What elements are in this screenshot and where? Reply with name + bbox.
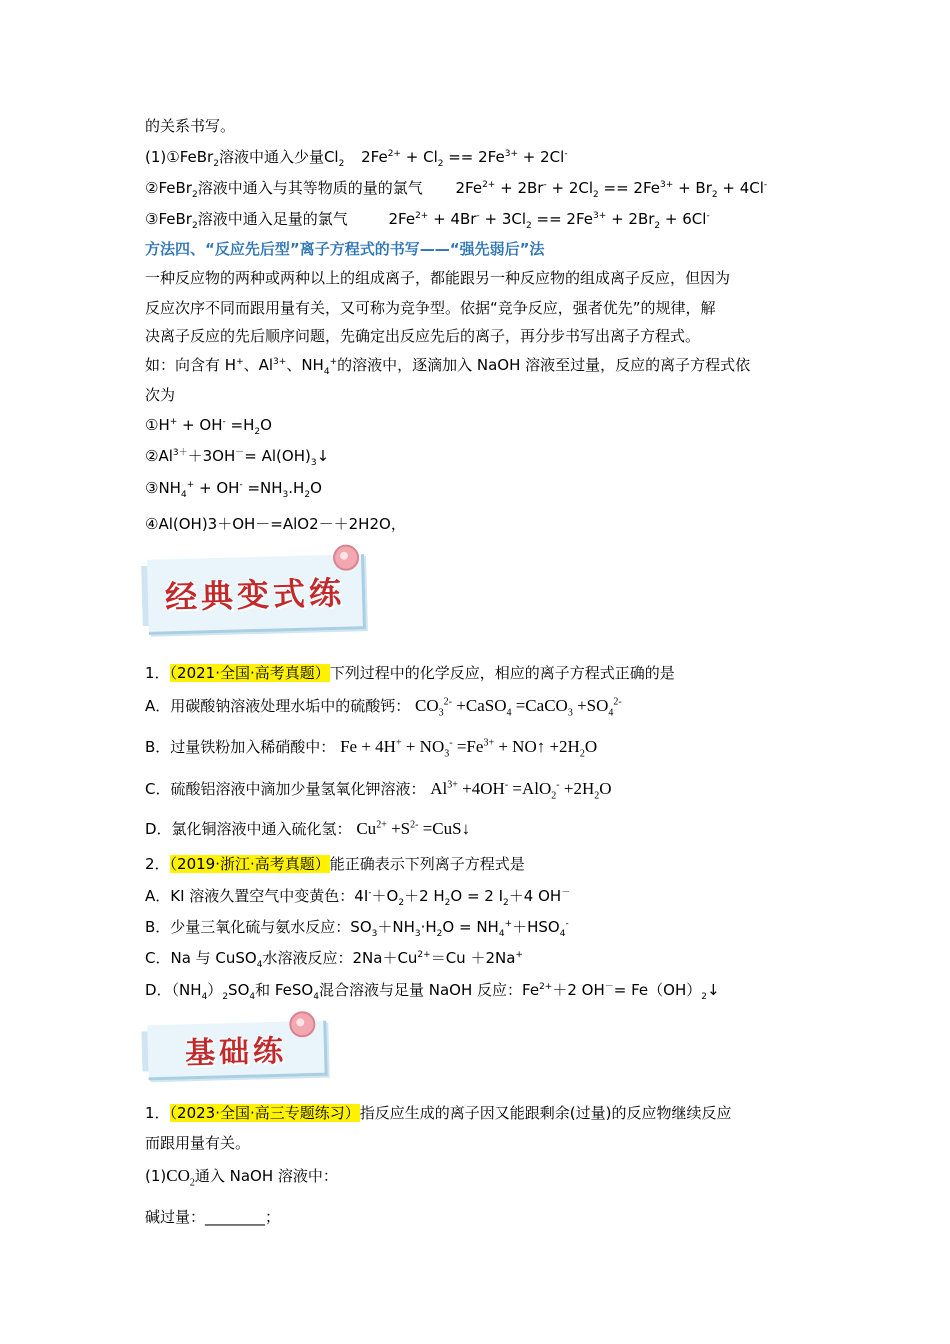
q1-option-a[interactable]: [145, 696, 622, 719]
q1-c-formula: $Al^{3+} +4OH^- =AlO_2^- +2H_2O$: [430, 779, 612, 802]
q2-tag: （2019·浙江·高考真题）: [169, 855, 330, 873]
banner-1-title: 经典变式练: [164, 573, 346, 617]
p4-d: 的溶液中，逐滴加入 NaOH 溶液至过量，反应的离子方程式依: [337, 356, 751, 374]
q2-d-text3: SO: [228, 981, 250, 999]
q1-a-formula: $CO_3^{2-}$ +CaSO$_4$ =CaCO$_3$ $+SO_4^{2-}$: [415, 696, 622, 719]
q2-c-text2: 水溶液反应：: [262, 949, 353, 967]
febr2-l1-sub: 2: [213, 159, 219, 169]
febr2-l3-sub: 2: [191, 221, 198, 231]
banner-classic-practice: [148, 557, 365, 632]
febr2-l3-label: ③FeBr: [145, 210, 192, 228]
febr2-l2-sub: 2: [191, 190, 198, 200]
method4-p2: 反应次序不同而跟用量有关，又可称为竞争型。依据“竞争反应，强者优先”的规律，解: [145, 299, 716, 317]
q3-num: 1．: [145, 1104, 170, 1122]
febr2-l3-text: 溶液中通入足量的氯气: [197, 210, 348, 228]
q3-blank-line[interactable]: 碱过量：________；: [145, 1208, 281, 1226]
q2-d-text2: ）: [207, 981, 223, 999]
method4-heading: 方法四、“反应先后型”离子方程式的书写——“强先弱后”法: [145, 240, 545, 258]
febr2-eq-2: $2Fe^{2+} + 2Br^- + 2Cl_2 == 2Fe^{3+} + Br_2 + 4Cl^-$: [455, 179, 768, 200]
q2-d-text4: 和 FeSO: [255, 981, 314, 999]
q1-b-formula: $Fe + 4H^+ + NO_3^- =Fe^{3+}$ + NO↑ $+2H_2O$: [340, 737, 598, 760]
step-3: $③NH_4^+ + OH^- =NH_3.H_2O$: [145, 479, 322, 500]
q1-option-d[interactable]: [145, 819, 470, 839]
q1-a-text: A．用碳酸钠溶液处理水垢中的硫酸钙：: [145, 697, 411, 715]
q1-b-text: B．过量铁粉加入稀硝酸中：: [145, 738, 336, 756]
febr2-eq-1: $2Fe^{2+} + Cl_2 == 2Fe^{3+} + 2Cl^-$: [361, 148, 568, 169]
q1-c-text: C．硫酸铝溶液中滴加少量氢氧化钾溶液：: [145, 780, 426, 798]
febr2-l1-label: (1)①FeBr: [145, 148, 214, 166]
febr2-line-2: [145, 178, 767, 198]
febr2-l1-sub2: 2: [338, 159, 345, 169]
q2-text: 能正确表示下列离子方程式是: [329, 855, 525, 873]
febr2-l1-text: 溶液中通入少量Cl: [218, 148, 339, 166]
q2-b-text: B．少量三氧化硫与氨水反应：: [145, 918, 351, 936]
q2-option-c[interactable]: C．Na 与 CuSO$_4$水溶液反应：$2Na+Cu^{2+}=Cu +2Na^+$: [145, 949, 523, 970]
intro-tail: 的关系书写。: [145, 117, 236, 135]
q3-text: 指反应生成的离子因又能跟剩余(过量)的反应物继续反应: [359, 1104, 732, 1122]
q1-d-text: D．氯化铜溶液中通入硫化氢：: [145, 820, 352, 838]
febr2-line-3: [145, 209, 710, 229]
method4-p1: 一种反应物的两种或两种以上的组成离子，都能跟另一种反应物的组成离子反应，但因为: [145, 269, 731, 287]
banner-basic-practice: [148, 1023, 327, 1078]
q3-tag: （2023·全国·高三专题练习）: [169, 1104, 360, 1122]
q3-part-1: [145, 1166, 338, 1189]
q3-p1-text: 通入 NaOH 溶液中：: [194, 1167, 338, 1185]
q2-option-a[interactable]: A．KI 溶液久置空气中变黄色：$4I^-+O_2+2$ $H_2O = 2$ $I_2+4$ OH－: [145, 887, 571, 908]
q3-stem: [145, 1103, 731, 1123]
q2-num: 2．: [145, 855, 170, 873]
febr2-l2-label: ②FeBr: [145, 179, 192, 197]
q3-stem-2: 而跟用量有关。: [145, 1134, 251, 1152]
p4-a: 如：向含有 H: [145, 356, 237, 374]
febr2-eq-3: $2Fe^{2+} + 4Br^- + 3Cl_2 == 2Fe^{3+} + 2Br_2 + 6Cl^-$: [388, 210, 710, 231]
method4-p5: 次为: [145, 386, 176, 404]
q2-a-text: A．KI 溶液久置空气中变黄色：: [145, 887, 355, 905]
febr2-line-1: [145, 147, 568, 167]
febr2-l2-text: 溶液中通入与其等物质的量的氯气: [197, 179, 423, 197]
banner-2-title: 基础练: [184, 1033, 288, 1072]
q2-d-text5: 混合溶液与足量 NaOH 反应：: [318, 981, 523, 999]
q1-option-b[interactable]: [145, 737, 598, 760]
q2-option-d[interactable]: D．$(NH_4)_2SO_4$和 FeSO$_4$混合溶液与足量 NaOH 反应：$Fe^{2+}+2$ $OH^-= Fe(OH)_2↓$: [145, 981, 720, 1002]
step-3-label: ③NH: [145, 479, 181, 497]
q3-p1-label: (1): [145, 1167, 167, 1185]
method4-p4: 如：向含有 H+、$Al^{3+}$、$NH_4^+$的溶液中，逐滴加入 NaOH 溶液至过量，反应的离子方程式依: [145, 356, 751, 377]
step-4: ④Al(OH)3＋OH－=AlO2－＋2H2O，: [145, 515, 406, 533]
step-1-label: ①H: [145, 416, 170, 434]
step-2: $②Al^{3+}+3OH^-=$ $Al(OH)_3↓$: [145, 447, 330, 468]
q2-stem: [145, 854, 525, 874]
q2-d-text: D．（NH: [145, 981, 202, 999]
q1-tag: （2021·全国·高考真题）: [169, 664, 330, 682]
q1-stem: [145, 663, 675, 683]
method4-p3: 决离子反应的先后顺序问题，先确定出反应先后的离子，再分步书写出离子方程式。: [145, 327, 701, 345]
q1-option-c[interactable]: [145, 779, 612, 802]
co2-formula: $CO_2$: [166, 1166, 195, 1189]
q1-num: 1．: [145, 664, 170, 682]
p4-b: 、Al: [243, 356, 274, 374]
q2-option-b[interactable]: B．少量三氧化硫与氨水反应：$SO_3+NH_3\cdot H_2O = NH_4^++HSO_4^-$: [145, 918, 569, 939]
q1-d-formula: $Cu^{2+} +S^{2-}$ =CuS↓: [356, 819, 471, 838]
q2-c-text: C．Na 与 CuSO: [145, 949, 257, 967]
step-1: ①H+ + $OH^- =H_2O$: [145, 416, 272, 437]
p4-c: 、NH: [286, 356, 324, 374]
step-2-label: ②Al: [145, 447, 173, 465]
q1-text: 下列过程中的化学反应，相应的离子方程式正确的是: [329, 664, 675, 682]
